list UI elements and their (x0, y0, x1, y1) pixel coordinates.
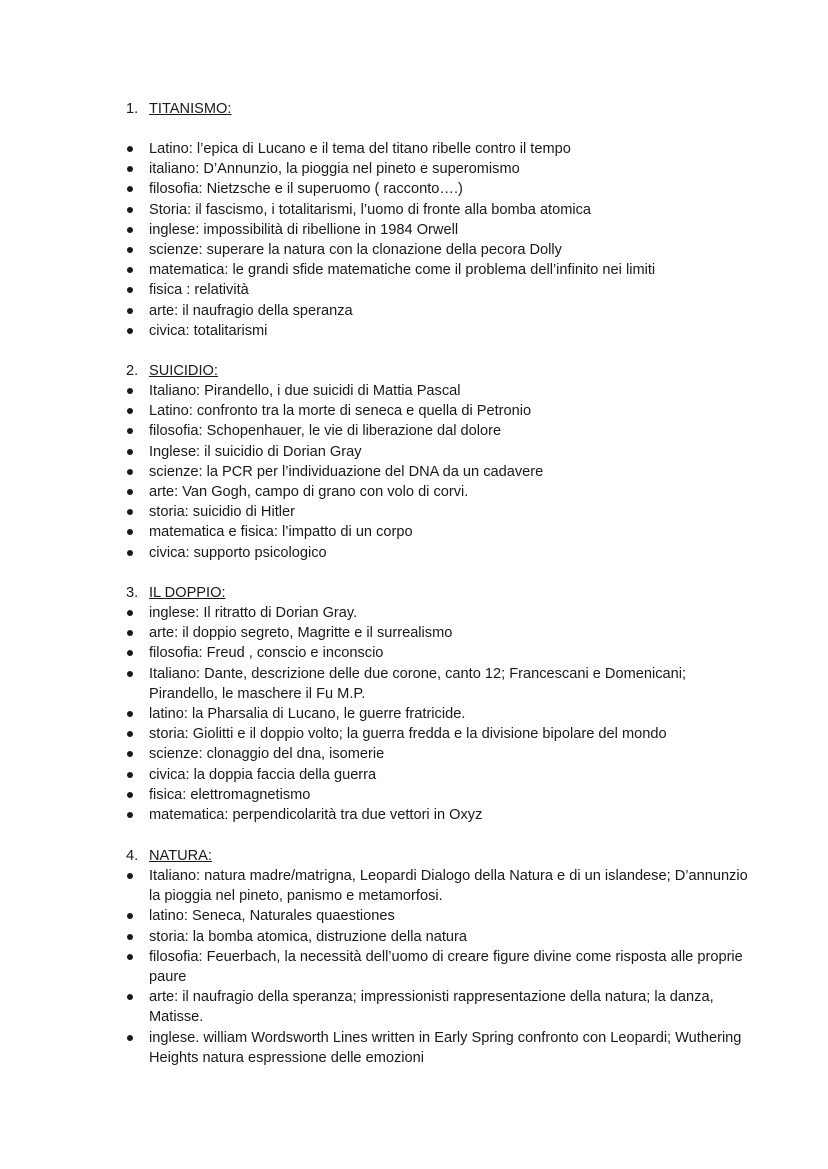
list-item: scienze: superare la natura con la clonazione della pecora Dolly (0, 240, 828, 260)
list-item: fisica : relatività (0, 280, 828, 300)
list-item: Storia: il fascismo, i totalitarismi, l’uomo di fronte alla bomba atomica (0, 200, 828, 220)
list-item: civica: la doppia faccia della guerra (0, 765, 828, 785)
section-suicidio (0, 361, 828, 563)
section-heading (0, 583, 828, 603)
list-item: Latino: confronto tra la morte di seneca e quella di Petronio (0, 401, 828, 421)
section-number: 1. (126, 101, 139, 117)
section-heading (0, 361, 828, 381)
list-item: Latino: l’epica di Lucano e il tema del titano ribelle contro il tempo (0, 139, 828, 159)
list-item: inglese: impossibilità di ribellione in 1984 Orwell (0, 220, 828, 240)
section-heading (0, 99, 828, 119)
list-item: Italiano: natura madre/matrigna, Leopardi Dialogo della Natura e di un islandese; D’annunzio la pioggia nel pineto, panismo e metamorfosi. (0, 866, 828, 906)
list-item: arte: il doppio segreto, Magritte e il surrealismo (0, 623, 828, 643)
list-item: arte: Van Gogh, campo di grano con volo di corvi. (0, 482, 828, 502)
list-item: filosofia: Nietzsche e il superuomo ( racconto….) (0, 179, 828, 199)
list-item: civica: totalitarismi (0, 321, 828, 341)
list-item: filosofia: Feuerbach, la necessità dell’uomo di creare figure divine come risposta alle proprie paure (0, 947, 828, 987)
bullet-list (0, 603, 828, 825)
list-item: matematica: le grandi sfide matematiche come il problema dell’infinito nei limiti (0, 260, 828, 280)
bullet-list (0, 139, 828, 341)
list-item: latino: Seneca, Naturales quaestiones (0, 906, 828, 926)
section-number: 2. (126, 363, 139, 379)
list-item: inglese: Il ritratto di Dorian Gray. (0, 603, 828, 623)
list-item: scienze: clonaggio del dna, isomerie (0, 744, 828, 764)
list-item: matematica e fisica: l’impatto di un corpo (0, 522, 828, 542)
list-item: inglese. william Wordsworth Lines written in Early Spring confronto con Leopardi; Wuthering Heights natura espressione delle emozioni (0, 1028, 828, 1068)
list-item: Italiano: Dante, descrizione delle due corone, canto 12; Francescani e Domenicani; Pirandello, le maschere il Fu M.P. (0, 664, 828, 704)
list-item: civica: supporto psicologico (0, 543, 828, 563)
list-item: matematica: perpendicolarità tra due vettori in Oxyz (0, 805, 828, 825)
section-natura (0, 846, 828, 1068)
section-title: SUICIDIO: (149, 363, 218, 379)
list-item: storia: la bomba atomica, distruzione della natura (0, 927, 828, 947)
section-heading (0, 846, 828, 866)
list-item: Italiano: Pirandello, i due suicidi di Mattia Pascal (0, 381, 828, 401)
section-il-doppio (0, 583, 828, 825)
list-item: filosofia: Freud , conscio e inconscio (0, 643, 828, 663)
list-item: latino: la Pharsalia di Lucano, le guerre fratricide. (0, 704, 828, 724)
section-title: NATURA: (149, 848, 212, 864)
section-title: IL DOPPIO: (149, 585, 226, 601)
bullet-list (0, 381, 828, 563)
section-number: 4. (126, 848, 139, 864)
list-item: Inglese: il suicidio di Dorian Gray (0, 442, 828, 462)
list-item: italiano: D’Annunzio, la pioggia nel pineto e superomismo (0, 159, 828, 179)
list-item: fisica: elettromagnetismo (0, 785, 828, 805)
list-item: scienze: la PCR per l’individuazione del DNA da un cadavere (0, 462, 828, 482)
list-item: storia: Giolitti e il doppio volto; la guerra fredda e la divisione bipolare del mondo (0, 724, 828, 744)
list-item: storia: suicidio di Hitler (0, 502, 828, 522)
list-item: filosofia: Schopenhauer, le vie di liberazione dal dolore (0, 421, 828, 441)
section-number: 3. (126, 585, 139, 601)
list-item: arte: il naufragio della speranza (0, 301, 828, 321)
section-title: TITANISMO: (149, 101, 232, 117)
bullet-list (0, 866, 828, 1068)
list-item: arte: il naufragio della speranza; impressionisti rappresentazione della natura; la danza, Matisse. (0, 987, 828, 1027)
section-titanismo (0, 99, 828, 341)
